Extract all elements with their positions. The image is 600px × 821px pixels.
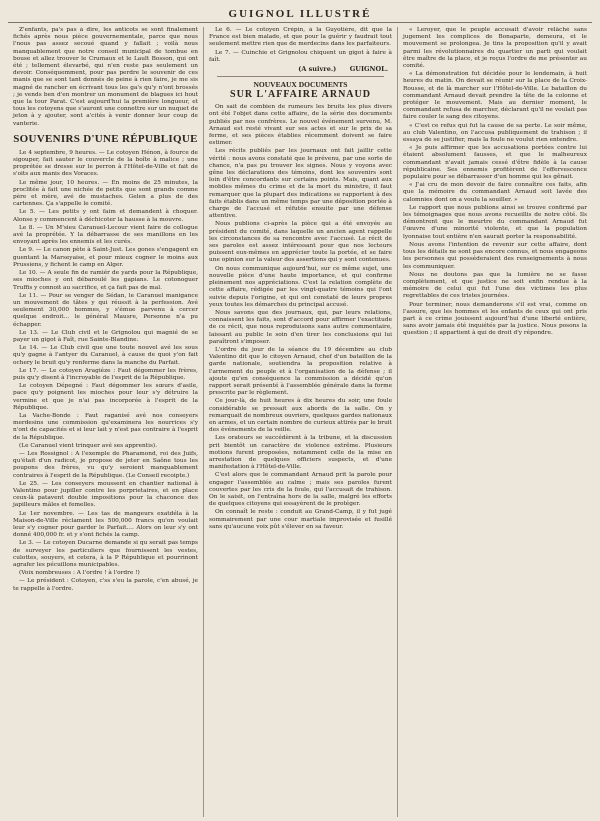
- column-2: [204, 27, 398, 817]
- divider: [217, 76, 384, 77]
- paragraph: Le 13. — Le Club civil et le Grignolou qui magnié de se payer un gigot à Faît, rue Sainte-Blandine.: [13, 329, 198, 343]
- continued-entries: [209, 27, 392, 64]
- paragraph: Le 5. — Les petits y ont faim et demandent à choquer. Alonse y commencent à déchicoter la hausse à la mouvre.: [13, 209, 198, 223]
- paragraph: Les orateurs se succédèrent à la tribune, et la discussion prit bientôt un caractère de violence extrême. Plusieurs motions furent proposées, notamment celle de la mise en arrestation de quelques officiers suspects, et d'une manifestation à l'Hôtel-de-Ville.: [209, 435, 392, 471]
- paragraph: « La démonstration fut décidée pour le lendemain, à huit heures du matin. On devait se réunir sur la place de la Croix-Rousse, et de là marcher sur l'Hôtel-de-Ville. Le bataillon du commandant Arnaud devait prendre la tête de la colonne et protéger le mouvement. Mais au dernier moment, le commandant refusa de marcher, déclarant qu'il ne voulait pas faire couler le sang des citoyens.: [403, 71, 587, 121]
- paragraph: — Les Rossignol : A l'exemple de Pharamond, roi des Juifs, qu'était d'un radicot, je propose de jeter en Saône tous les poupons des frères, vu qu'y seroient manquablement contraires à l'esprit de la République. (Le Conseil recoipte.): [13, 450, 198, 479]
- paragraph: Le 7. — Cuinchie et Grignolou chiquent un gigot à faire à faît.: [209, 49, 392, 63]
- paragraph: Le même jour, 10 heures. — En moins de 25 minutes, la proclitée à fait une nichée de petits que sont grands comme père et mère, avé de mustaches. Gelen a plus de des cartennes. Ça s'appelle le comité.: [13, 179, 198, 208]
- article-kicker: NOUVEAUX DOCUMENTS: [253, 80, 348, 90]
- page-header: GUIGNOL ILLUSTRÉ: [8, 6, 592, 23]
- paragraph: « J'ai cru de mon devoir de faire connaître ces faits, afin que la mémoire du commandant Arnaud soit lavée des calomnies dont on a voulu la souiller. »: [403, 182, 587, 203]
- article-body: [209, 104, 392, 531]
- paragraph: C'est alors que le commandant Arnaud prit la parole pour engager l'assemblée au calme ; mais ses paroles furent couvertes par les cris de la foule, qui l'accusait de trahison. On le saisit, on l'entraîna hors de la salle, malgré les efforts de quelques citoyens qui essayèrent de le protéger.: [209, 472, 392, 508]
- paragraph: Le 25. — Les conseyers moussent en chantier national à Valentino pour jupiller contre les porprietaires, et en place ceux-là patavent double impositions pour la chaconce des japilleurs mâles et femelles.: [13, 480, 198, 509]
- column-1: [8, 27, 204, 817]
- paragraph: On connaît le reste : conduit au Grand-Camp, il y fut jugé sommairement par une cour martiale improvisée et fusillé sans qu'aucune voix pût s'élever en sa faveur.: [209, 509, 392, 530]
- paragraph: La Vache-Bonde : Faut raganisé avé nos conseyers merdesins une commission qu'examinera les nourrices s'y n'ont de capacités et si leur lait y n'est pas contraire à l'esprit de la République.: [13, 412, 198, 441]
- paragraph: Le 1er novembre. — Les tas de mangeurs exatdéla à la Maison-de-Ville réclament les 500,000 francs qu'on voulait leur s'y cogner pour garder le Parfait.... Alors on leur s'y ont donné 400,000 fr. et y s'ont fichés la camp.: [13, 510, 198, 539]
- paragraph: Le 6. — Le cotoyen Crépin, à la Guyotière, dit que la France est bien malade, et que pour la guérir y faudrait tout seulement mettre rien que de merdecins dans les parfaiteurs.: [209, 27, 392, 48]
- paragraph: Nous publions ci-après la pièce qui a été envoyée au président du comité, dans laquelle un ancien agent rappelle les circonstances de sa rencontre avec l'accusé. Le récit de ses paroles est assez intéressant pour que nos lecteurs puissent eux-mêmes en apprécier toute la portée, et se faire une opinion sur la valeur des assertions qui y sont contenues.: [209, 221, 392, 264]
- paragraph: On nous communique aujourd'hui, sur ce même sujet, une nouvelle pièce d'une haute importance, et qui confirme pleinement nos appréciations. C'est la relation complète de cette affaire, rédigée par les vingt-quatre témoins qui l'ont suivie depuis l'origine, et qui ont constaté de leurs propres yeux toutes les démarches du principal accusé.: [209, 265, 392, 308]
- paragraph: (Le Caranuel vient trinquer avé ses apprentis).: [19, 442, 158, 449]
- paragraph: — Le président : Cotoyen, c'ss s'eu la parole, c'en abusé, je te rappelle à l'ordre.: [13, 578, 198, 592]
- paragraph: Ce jour-là, de huit heures à dix heures du soir, une foule considérable se pressait aux abords de la salle. On y remarquait de nombreux ouvriers, quelques gardes nationaux en armes, et un certain nombre de curieux attirés par le bruit des événements de la veille.: [209, 398, 392, 434]
- paragraph: Le 11. — Pour se venger de Sédan, le Caranuel manigance un mouvement de tâtes y qui réussit à la perfession. Avé seulement 30,000 hommes, y s'émue parvenu à cercer quelque endroit... le général Mausre, Personne n'a pu échapper.: [13, 292, 198, 328]
- paragraph: Le 4 septembre, 9 heures. — Le cotoyen Hénon, à fource de sigouper, fait sauter le couvercle de la boîte à malice ; une proprétée se dresse sur le perron à l'Hôtel-de-Ville et fait de s'oits aux manis des Voraces.: [13, 149, 198, 178]
- paragraph: On sait de combien de rumeurs les bruits les plus divers ont été l'objet dans cette affaire, de la série des documents publiés par nos confrères. Le nouvel événement survenu, M. Arnaud est resté vivant sur ses actes et sur le prix de sa ferme, et ses pièces établies récemment doivent se faire estimer.: [209, 104, 392, 147]
- paragraph: Le 8. — Un M'sieu Caranuel-Lecour vient faire de collogue avé la proprétée. Y la débarrasse de ses manillons en les envoyant après les ennemis et les curés.: [13, 224, 198, 246]
- paragraph: « Leroyer, que le peuple accusait d'avoir relâché sans jugement les complices de Bonaparte, demeura, et le mouvement se prolongea. Je tins la proposition qu'il y avait parmi les révolutionnaires du quartier un parti qui voulait être maître de la place, et je reçus l'ordre de me présenter au comité.: [403, 27, 587, 70]
- paragraph: « Je puis affirmer que les accusations portées contre lui étaient absolument fausses, et que le malheureux commandant n'avait jamais cessé d'être fidèle à la cause républicaine. Ses ennemis profitèrent de l'effervescence populaire pour se débarrasser d'un homme qui les gênait.: [403, 145, 587, 181]
- article-body-continued: [403, 27, 587, 338]
- paragraph: « C'est ce refus qui fut la cause de sa perte. Le soir même, au club Valentino, on l'accusa publiquement de trahison ; il essaya de se justifier, mais la foule ne voulut rien entendre.: [403, 122, 587, 144]
- paragraph: Les récits publiés par les journaux ont fait jaillir cette vérité : nous avons constaté que le prévenu, par une sorte de chance, n'a pas pu trouver les signes. Nous y voyons avec gêne les déclarations des témoins, dont les souvenirs sont loin d'être concordants sur certains points. Mais, quant aux mobiles mêmes du crime et de la mort du ministre, il faut remarquer que la plupart des indications se rapportent à des faits établis dans un même temps par une déposition portée à charge de l'accusé et réfutée ensuite par une défense attentive.: [209, 148, 392, 220]
- paragraph: Pour terminer, nous demanderons s'il est vrai, comme on l'assure, que les hommes et les enfants de ceux qui ont pris part à ce crime jouissent aujourd'hui d'une liberté entière, sans avoir jamais été inquiétés par la justice. Nous posons la question ; il appartient à qui de droit d'y répondre.: [403, 301, 587, 337]
- paragraph: Nous ne doutons pas que la lumière ne se fasse complètement, et que justice ne soit enfin rendue à la mémoire de celui qui fut l'une des victimes les plus regrettables de ces tristes journées.: [403, 271, 587, 300]
- paragraph: L'ordre du jour de la séance du 19 décembre au club Valentino dit que le citoyen Arnaud, chef d'un bataillon de la garde nationale, soutiendra la proposition relative à l'armement du peuple et à l'organisation de la défense ; il ajoute qu'en conséquence la commission a décidé qu'un rapport serait présenté à l'assemblée générale dans la forme prescrite par le règlement.: [209, 346, 392, 397]
- signature: GUIGNOL.: [349, 65, 388, 74]
- columns: [8, 27, 592, 817]
- souvenirs-entries: [13, 150, 198, 593]
- article-title: SUR L'AFFAIRE ARNAUD: [230, 89, 371, 101]
- paragraph: Le rapport que nous publions ainsi se trouve confirmé par les témoignages que nous avons recueillis de notre côté. Ils démontrent que le meurtre du commandant Arnaud fut l'œuvre d'une minorité violente, et que la population lyonnaise tout entière n'en saurait porter la responsabilité.: [403, 204, 587, 240]
- column-3: [398, 27, 592, 817]
- paragraph: Le 3. — Le cotoyen Ducarne demande si qu serait pas temps de surveyer les particuliers que fournissent les vestes, culottes, souyers, et cetera, à la P République et pourrinont agrafer les pécuillons municipables.: [13, 540, 198, 569]
- paragraph: Le 14. — Le Club civil que une toute nouvel avé les sous qu'y gagne à l'antyer du Caranuel, à cause de quoi y'on fait ochery le bruit qu'y renferme dans la manche du Parfait.: [13, 345, 198, 366]
- paragraph: Le 10. — A seule fin de ramiér de yards pour la République, ses mioches y ont débaroulé les gapians. Le cotonoguer Truffis y connoit au sacrifice, et ça fait pas de mal.: [13, 270, 198, 291]
- signature-line: [209, 66, 388, 73]
- paragraph: Le 9. — Le canon pète à Saint-Just. Les gones s'engagent en guentant la Marseyaise, et pour mieux cogner le moins aux Prussiens, y fichent le camp en Alger.: [13, 247, 198, 268]
- paragraph: Nous avons l'intention de revenir sur cette affaire, dont tous les détails ne sont pas encore connus, et nous engageons les personnes qui posséderaient des renseignements à nous les communiquer.: [403, 241, 587, 270]
- paragraph: Le 17. — Le cotoyen Aragiéze : Faut dégommer les frères, puis qu'y disent à l'incroyable de l'esprit de la République.: [13, 367, 198, 381]
- to-be-continued: (A suivre.): [298, 65, 337, 74]
- paragraph: Nous savons que des journaux, qui, par leurs relations, connaissent les faits, sont d'accord pour affirmer l'exactitude de ce récit, que nous reproduisons sans autre commentaire, laissant au public le soin d'en tirer les conclusions qui lui paraîtront s'imposer.: [209, 309, 392, 345]
- paragraph: (Voix nombreuses : A l'ordre ! à l'ordre !): [19, 570, 140, 577]
- section-title-souvenirs: SOUVENIRS D'UNE RÉPUBLIQUE: [13, 132, 198, 145]
- intro-paragraph: Z'enfants, pa's pas à dire, les anticots se sont finalement fichés après nous pièce gouvernementale, parce que nous l'nous pas assez secoué quand y fallait ; voilà nous manquablement que notre conseil municipal de tombue en bouse et allez trouver le Crumaux et le Lault Bosson, qui ont été ; tellement élevarbé, qui n'en reste pas seulement un devoir. Conséquemment, pour pas perdre le souvenir de ces manis que se sont tant donnés de peine à rien faire, je me sis magné de rancher en écrivant tous les ga's qu'y n'ont brossés ; je vends ben d'en montrer un monument de blagues ici hout que la tour Parat. C'est aujourd'hui la première longueur, et tous les cotoyens que s'auront une connettre sur un nuquet de jeton à y ajouter, sont a'cités à venir donner leur coup de vanterie.: [13, 27, 198, 127]
- paragraph: Le cotoyen Dépegné : Faut dégommer les sœurs d'asile, pace qu'y poignent les mioches pour leur s'y détruire la vermine et que je n'ai pas incorporée à l'esprit de la République.: [13, 383, 198, 411]
